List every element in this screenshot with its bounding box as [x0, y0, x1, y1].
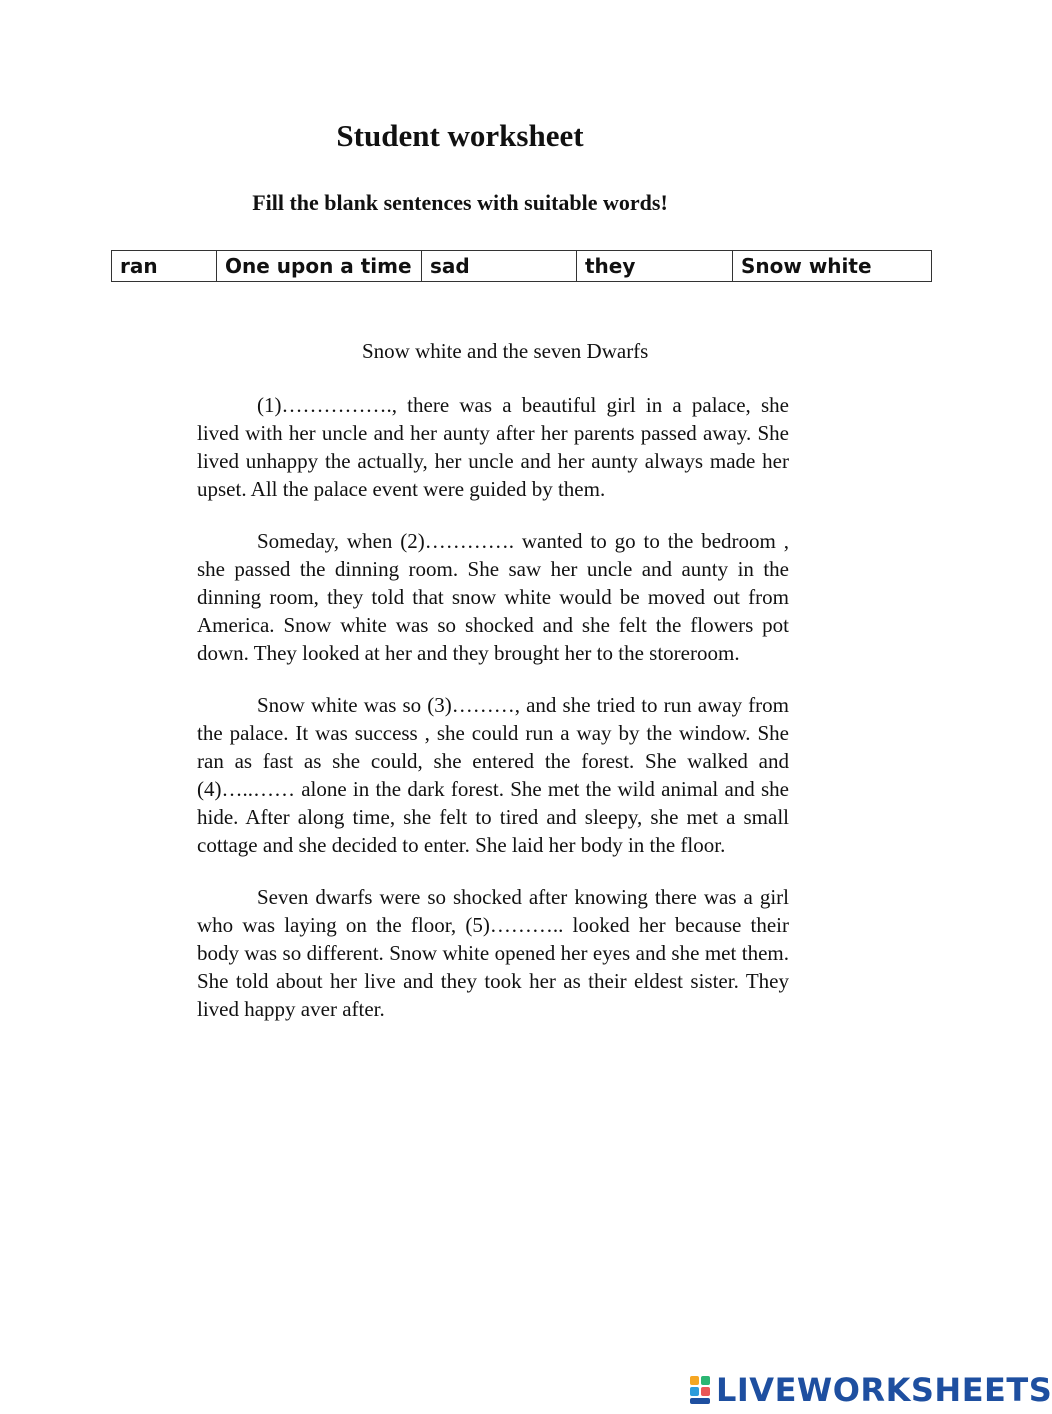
- worksheet-title: Student worksheet: [336, 118, 584, 153]
- word-bank-cell: they: [577, 251, 733, 282]
- story-paragraph: Snow white was so (3)………, and she tried to run away from the palace. It was success , she could run a way by the window. She ran as fast as she could, she entered the forest. She walked and (4)…..…… alone in the dark forest. She met the wild animal and she hide. After along time, she felt to tired and sleepy, she met a small cottage and she decided to enter. She laid her body in the floor.: [197, 693, 789, 857]
- story-paragraph: Someday, when (2)…………. wanted to go to the bedroom , she passed the dinning room. She saw her uncle and aunty in the dinning room, they told that snow white would be moved out from America. Snow white was so shocked and she felt the flowers pot down. They looked at her and they brought her to the storeroom.: [197, 529, 789, 665]
- story-paragraph: (1)……………., there was a beautiful girl in a palace, she lived with her uncle and her aunty after her parents passed away. She lived unhappy the actually, her uncle and her aunty always made her upset. All the palace event were guided by them.: [197, 393, 789, 501]
- story-title: Snow white and the seven Dwarfs: [362, 339, 649, 363]
- word-bank-cell: ran: [112, 251, 217, 282]
- liveworksheets-logo-icon: [690, 1374, 712, 1406]
- word-bank-cell: Snow white: [733, 251, 932, 282]
- word-bank-cell: One upon a time: [217, 251, 422, 282]
- liveworksheets-logo-text: LIVEWORKSHEETS: [716, 1371, 1052, 1409]
- word-bank-row: [112, 251, 932, 282]
- worksheet-instruction: Fill the blank sentences with suitable words!: [252, 190, 668, 215]
- word-bank-cell: sad: [422, 251, 577, 282]
- story-body: [197, 391, 789, 1047]
- liveworksheets-logo: [690, 1372, 1052, 1408]
- word-bank-table: [111, 250, 932, 282]
- story-paragraph: Seven dwarfs were so shocked after knowing there was a girl who was laying on the floor, (5)……….. looked her because their body was so different. Snow white opened her eyes and she met them. She told about her live and they took her as their eldest sister. They lived happy aver after.: [197, 885, 789, 1021]
